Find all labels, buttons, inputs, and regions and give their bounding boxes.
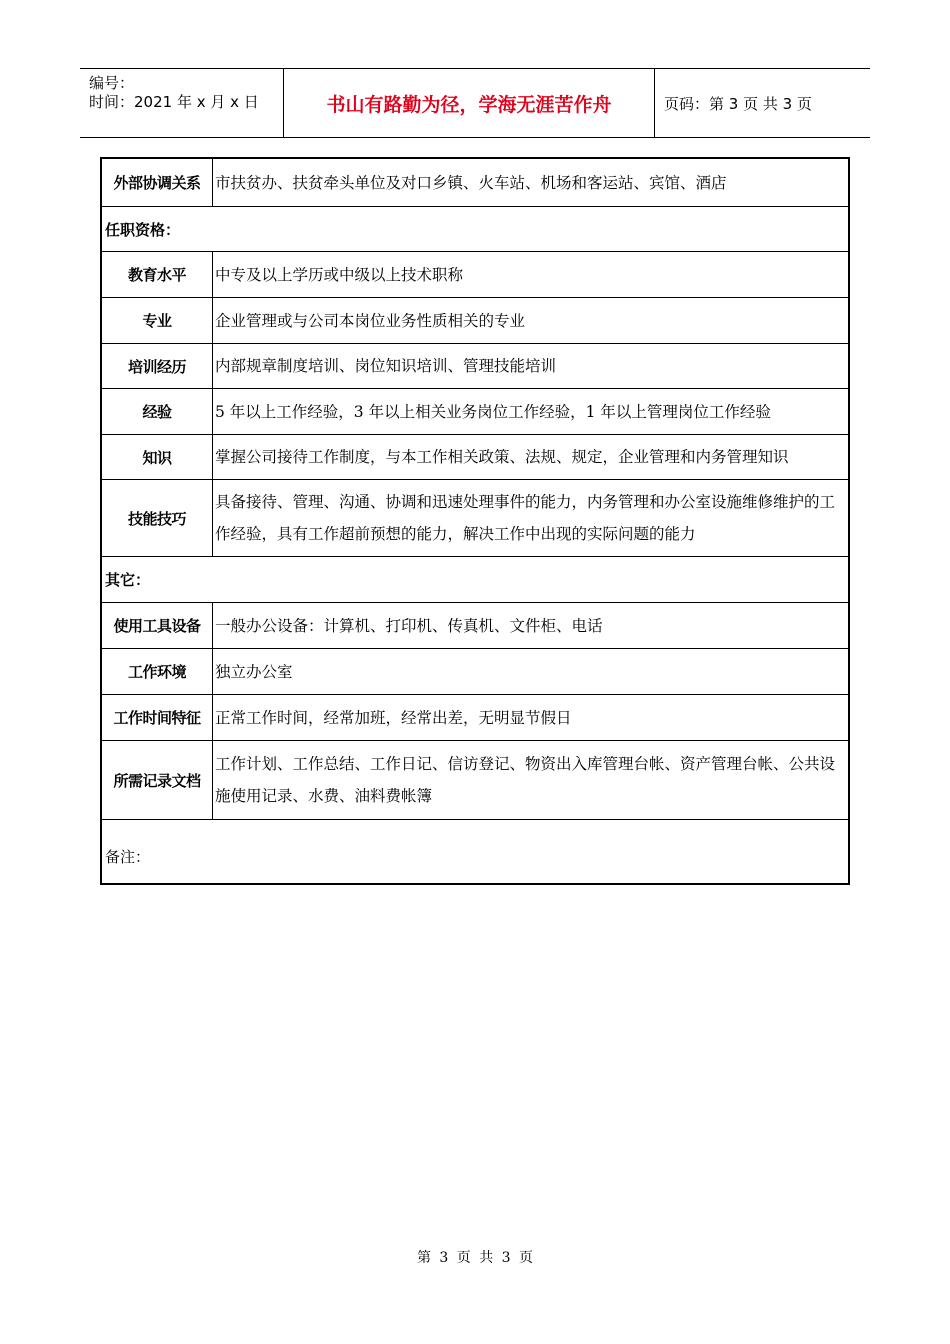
row-value: 具备接待、管理、沟通、协调和迅速处理事件的能力，内务管理和办公室设施维修维护的工作经验，具有工作超前预想的能力，解决工作中出现的实际问题的能力 bbox=[215, 493, 836, 543]
row-value: 内部规章制度培训、岗位知识培训、管理技能培训 bbox=[215, 357, 557, 375]
document-date: 时间：2021 年 x 月 x 日 bbox=[89, 93, 259, 111]
notes-row bbox=[102, 820, 848, 883]
row-value: 一般办公设备：计算机、打印机、传真机、文件柜、电话 bbox=[215, 616, 603, 635]
row-label: 技能技巧 bbox=[102, 480, 213, 556]
row-value: 工作计划、工作总结、工作日记、信访登记、物资出入库管理台帐、资产管理台帐、公共设施使用记录、水费、油料费帐簿 bbox=[215, 755, 836, 805]
section-row bbox=[102, 207, 848, 252]
row-label: 培训经历 bbox=[102, 344, 213, 388]
page-footer: 第 3 页 共 3 页 bbox=[416, 1250, 534, 1266]
section-title: 任职资格： bbox=[105, 220, 181, 239]
row-value: 企业管理或与公司本岗位业务性质相关的专业 bbox=[215, 311, 526, 330]
row-value: 掌握公司接待工作制度，与本工作相关政策、法规、规定，企业管理和内务管理知识 bbox=[215, 448, 789, 466]
table-row bbox=[102, 252, 848, 298]
table-row bbox=[102, 480, 848, 557]
table-row bbox=[102, 741, 848, 820]
page-header bbox=[80, 68, 870, 138]
row-label: 专业 bbox=[102, 298, 213, 343]
header-motto: 书山有路勤为径，学海无涯苦作舟 bbox=[283, 69, 655, 137]
table-row bbox=[102, 344, 848, 389]
table-row bbox=[102, 695, 848, 741]
row-value: 正常工作时间，经常加班，经常出差，无明显节假日 bbox=[215, 708, 572, 727]
row-label: 所需记录文档 bbox=[102, 741, 213, 819]
table-row bbox=[102, 298, 848, 344]
row-label: 使用工具设备 bbox=[102, 603, 213, 648]
section-row bbox=[102, 557, 848, 603]
header-page-info: 页码：第 3 页 共 3 页 bbox=[664, 94, 812, 113]
row-value: 中专及以上学历或中级以上技术职称 bbox=[215, 265, 464, 284]
table-row bbox=[102, 435, 848, 480]
row-label: 知识 bbox=[102, 435, 213, 479]
row-label: 经验 bbox=[102, 389, 213, 434]
notes-label: 备注： bbox=[105, 848, 151, 866]
row-value: 5 年以上工作经验，3 年以上相关业务岗位工作经验，1 年以上管理岗位工作经验 bbox=[215, 402, 771, 421]
table-row bbox=[102, 389, 848, 435]
row-label: 外部协调关系 bbox=[102, 159, 213, 206]
table-row bbox=[102, 649, 848, 695]
job-description-table bbox=[100, 157, 850, 885]
row-label: 工作时间特征 bbox=[102, 695, 213, 740]
row-label: 教育水平 bbox=[102, 252, 213, 297]
table-row bbox=[102, 603, 848, 649]
section-title: 其它： bbox=[105, 571, 151, 589]
row-value: 独立办公室 bbox=[215, 662, 293, 681]
document-number-label: 编号： bbox=[89, 74, 135, 92]
header-meta bbox=[80, 69, 283, 137]
row-value: 市扶贫办、扶贫牵头单位及对口乡镇、火车站、机场和客运站、宾馆、酒店 bbox=[215, 173, 727, 192]
table-row bbox=[102, 159, 848, 207]
row-label: 工作环境 bbox=[102, 649, 213, 694]
